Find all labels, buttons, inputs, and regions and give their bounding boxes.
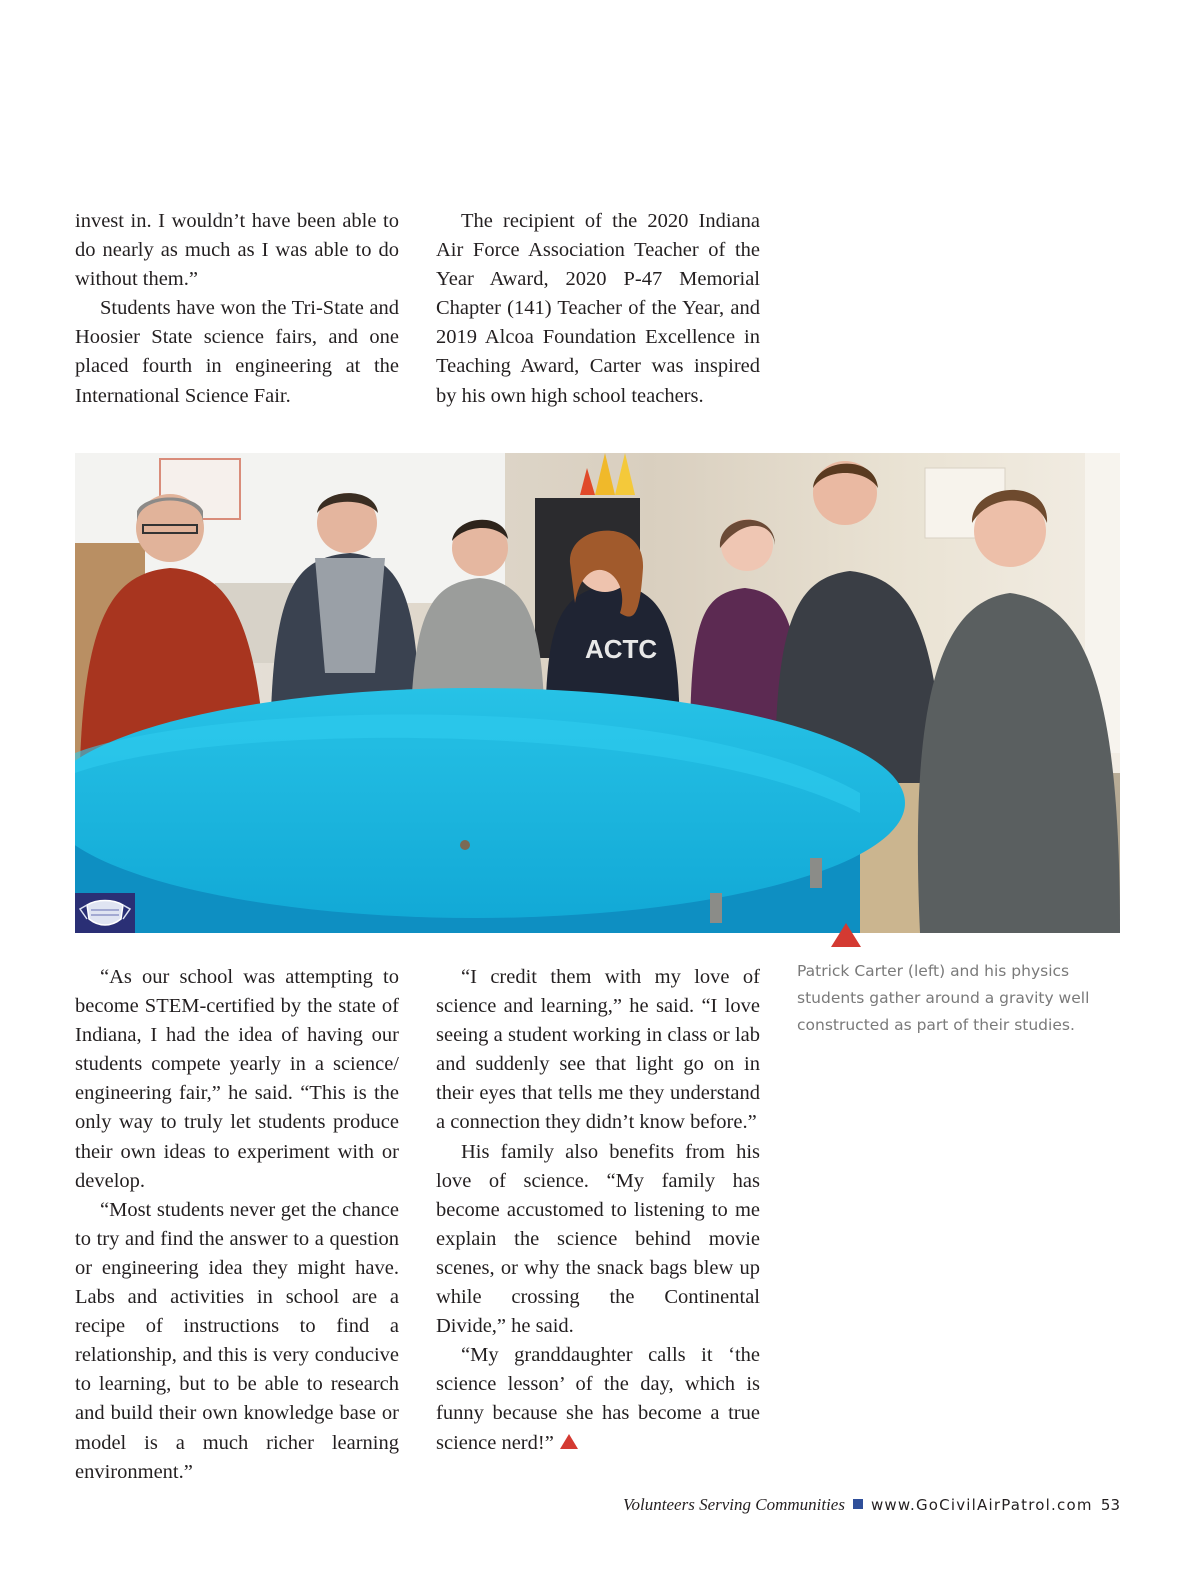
article-paragraph: “As our school was attempting to become STEM-certified by the state of Indiana, I had the idea of having our students compete yearly in a science/ engineering fair,” he said. “This is the only way to truly let students produce their own ideas to experiment with or develop.: [75, 966, 399, 1192]
article-paragraph: Students have won the Tri-State and Hoosier State science fairs, and one placed fourth in engineering at the International Science Fair.: [75, 297, 399, 407]
page-number: 53: [1100, 1496, 1120, 1514]
footer-square-icon: [853, 1499, 863, 1509]
article-column-bottom-left: [75, 963, 399, 1487]
article-paragraph: “Most students never get the chance to try and find the answer to a question or engineering idea they might have. Labs and activities in school are a recipe of instructions to find a relationship, and this is very conducive to learning, but to be able to research and build their own knowledge base or model is a much richer learning environment.”: [75, 1198, 399, 1483]
article-paragraph: invest in. I wouldn’t have been able to do nearly as much as I was able to do without them.”: [75, 210, 399, 291]
article-paragraph: His family also benefits from his love of science. “My family has become accustomed to listening to me explain the science behind movie scenes, or why the snack bags blew up while crossing the Continental Divide,” he said.: [436, 1140, 760, 1338]
photo-caption: Patrick Carter (left) and his physics students gather around a gravity well constructed as part of their studies.: [797, 962, 1090, 1034]
article-paragraph-last: [436, 1341, 760, 1457]
footer-url: www.GoCivilAirPatrol.com: [870, 1496, 1093, 1514]
article-column-top-right: [436, 207, 760, 411]
caption-marker-icon: [831, 923, 861, 947]
shirt-text: ACTC: [585, 634, 658, 664]
end-of-article-icon: [560, 1434, 578, 1449]
page-footer: [623, 1495, 1120, 1515]
article-paragraph: The recipient of the 2020 Indiana Air Force Association Teacher of the Year Award, 2020 P-47 Memorial Chapter (141) Teacher of the Year, and 2019 Alcoa Foundation Excellence in Teaching Award, Carter was inspired by his own high school teachers.: [436, 210, 760, 407]
face-mask-icon: [75, 893, 135, 933]
article-paragraph: “I credit them with my love of science and learning,” he said. “I love seeing a student working in class or lab and suddenly see that light go on in their eyes that tells me they understand a connection they didn’t know before.”: [436, 966, 760, 1134]
footer-tagline: Volunteers Serving Communities: [623, 1495, 845, 1514]
article-paragraph-text: “My granddaughter calls it ‘the science lesson’ of the day, which is funny because she has become a true science nerd!”: [436, 1344, 760, 1454]
article-photo: [75, 453, 1120, 933]
article-column-bottom-right: [436, 963, 760, 1458]
article-column-top-left: [75, 207, 399, 411]
